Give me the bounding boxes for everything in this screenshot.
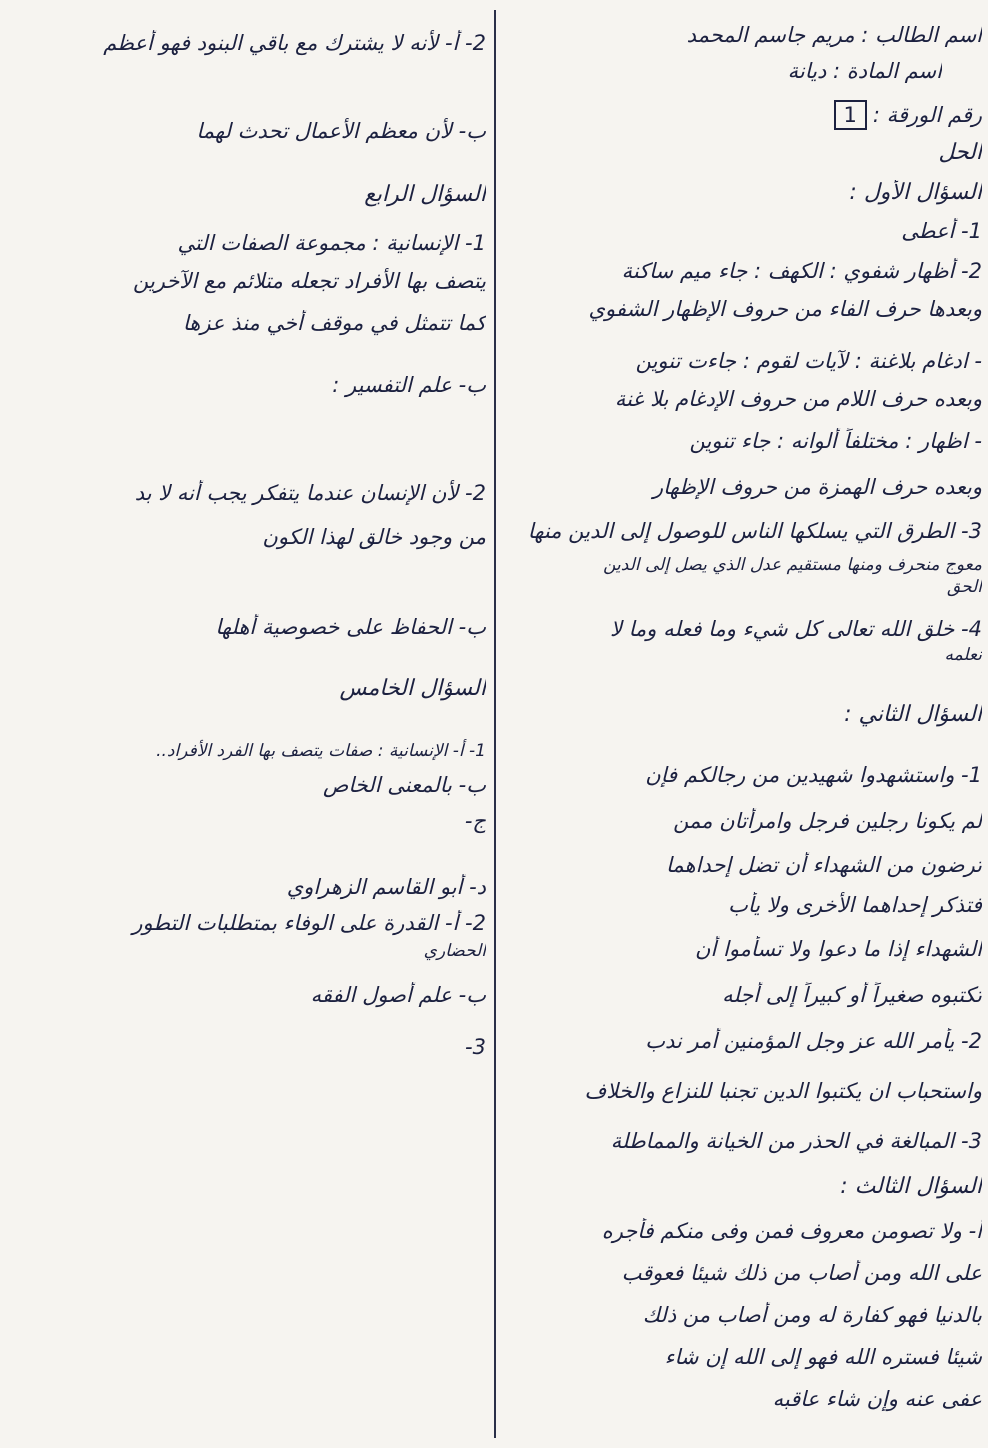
answer-line: 1- أ- الإنسانية : صفات يتصف بها الفرد الأفراد.. (156, 741, 486, 761)
q1-heading: السؤال الأول : (849, 180, 982, 205)
page-label: رقم الورقة : (872, 103, 982, 127)
answer-line: - اظهار : مختلفاً ألوانه : جاء تنوين (689, 429, 982, 453)
answer-line: من وجود خالق لهذا الكون (262, 525, 486, 549)
answer-line: معوج منحرف ومنها مستقيم عدل الذي يصل إلى الدين (603, 555, 982, 575)
answer-line: وبعده حرف اللام من حروف الإدغام بلا غنة (614, 387, 982, 411)
q2-heading: السؤال الثاني : (844, 702, 982, 727)
answer-line: عفى عنه وإن شاء عاقبه (772, 1387, 982, 1411)
page-number-line (502, 100, 982, 130)
q5-heading: السؤال الخامس (339, 676, 486, 701)
left-column (6, 0, 486, 1448)
verse-line: 1- واستشهدوا شهيدين من رجالكم فإن (645, 763, 982, 787)
q3-heading: السؤال الثالث : (840, 1174, 982, 1199)
answer-line: شيئا فستره الله فهو إلى الله إن شاء (664, 1345, 982, 1369)
verse-line: فتذكر إحداهما الأخرى ولا يأب (728, 893, 982, 917)
answer-line: 1- الإنسانية : مجموعة الصفات التي (177, 231, 486, 255)
answer-line: ب- الحفاظ على خصوصية أهلها (215, 615, 486, 639)
answer-line: وبعده حرف الهمزة من حروف الإظهار (653, 475, 982, 499)
answer-line: 3- المبالغة في الحذر من الخيانة والمماطلة (610, 1129, 982, 1153)
subject-line: اسم المادة : ديانة (787, 59, 942, 83)
answer-line: 1- أعطى (901, 219, 982, 243)
answer-line: يتصف بها الأفراد تجعله متلائم مع الآخرين (132, 269, 486, 293)
page-number: 1 (834, 100, 867, 130)
verse-line: لم يكونا رجلين فرجل وامرأتان ممن (673, 809, 982, 833)
verse-line: ترضون من الشهداء أن تضل إحداهما (665, 853, 982, 877)
answer-line: - ادغام بلاغنة : لآيات لقوم : جاءت تنوين (635, 349, 982, 373)
answer-line: واستحباب ان يكتبوا الدين تجنبا للنزاع والخلاف (584, 1079, 982, 1103)
answer-line: 3- (465, 1035, 486, 1059)
answer-line: على الله ومن أصاب من ذلك شيئا فعوقب (621, 1261, 982, 1285)
answer-line: ج- (464, 809, 486, 833)
answer-line: وبعدها حرف الفاء من حروف الإظهار الشفوي (588, 297, 982, 321)
student-name-line: اسم الطالب : مريم جاسم المحمد (686, 23, 982, 47)
answer-line: 2- أ- القدرة على الوفاء بمتطلبات التطور (132, 911, 486, 935)
answer-line: 3- الطرق التي يسلكها الناس للوصول إلى الدين منها (527, 519, 982, 543)
verse-line: تكتبوه صغيراً أو كبيراً إلى أجله (722, 983, 982, 1007)
answer-line: ب- بالمعنى الخاص (322, 773, 486, 797)
column-divider (494, 10, 496, 1438)
solution-heading: الحل (938, 140, 982, 165)
right-column (502, 0, 982, 1448)
q4-heading: السؤال الرابع (364, 182, 486, 207)
answer-line: ب- لأن معظم الأعمال تحدث لهما (196, 119, 486, 143)
answer-line: أ- ولا تصومن معروف فمن وفى منكم فأجره (601, 1219, 982, 1243)
answer-line: بالدنيا فهو كفارة له ومن أصاب من ذلك (642, 1303, 982, 1327)
answer-line: 2- يأمر الله عز وجل المؤمنين أمر ندب (645, 1029, 982, 1053)
answer-line: 2- أظهار شفوي : الكهف : جاء ميم ساكنة (621, 259, 982, 283)
answer-line: الحق (946, 577, 982, 597)
answer-line: 4- خلق الله تعالى كل شيء وما فعله وما لا (609, 617, 982, 641)
answer-line: 2- أ- لأنه لا يشترك مع باقي البنود فهو أعظم (103, 31, 486, 55)
answer-line: ب- علم أصول الفقه (310, 983, 486, 1007)
answer-line: ب- علم التفسير : (332, 373, 486, 397)
answer-line: الحضاري (423, 941, 486, 961)
answer-line: كما تتمثل في موقف أخي منذ عزها (182, 311, 486, 335)
verse-line: الشهداء إذا ما دعوا ولا تسأموا أن (695, 937, 982, 961)
answer-line: 2- لأن الإنسان عندما يتفكر يجب أنه لا بد (134, 481, 486, 505)
answer-line: نعلمه (944, 645, 982, 665)
answer-line: د- أبو القاسم الزهراوي (286, 875, 486, 899)
